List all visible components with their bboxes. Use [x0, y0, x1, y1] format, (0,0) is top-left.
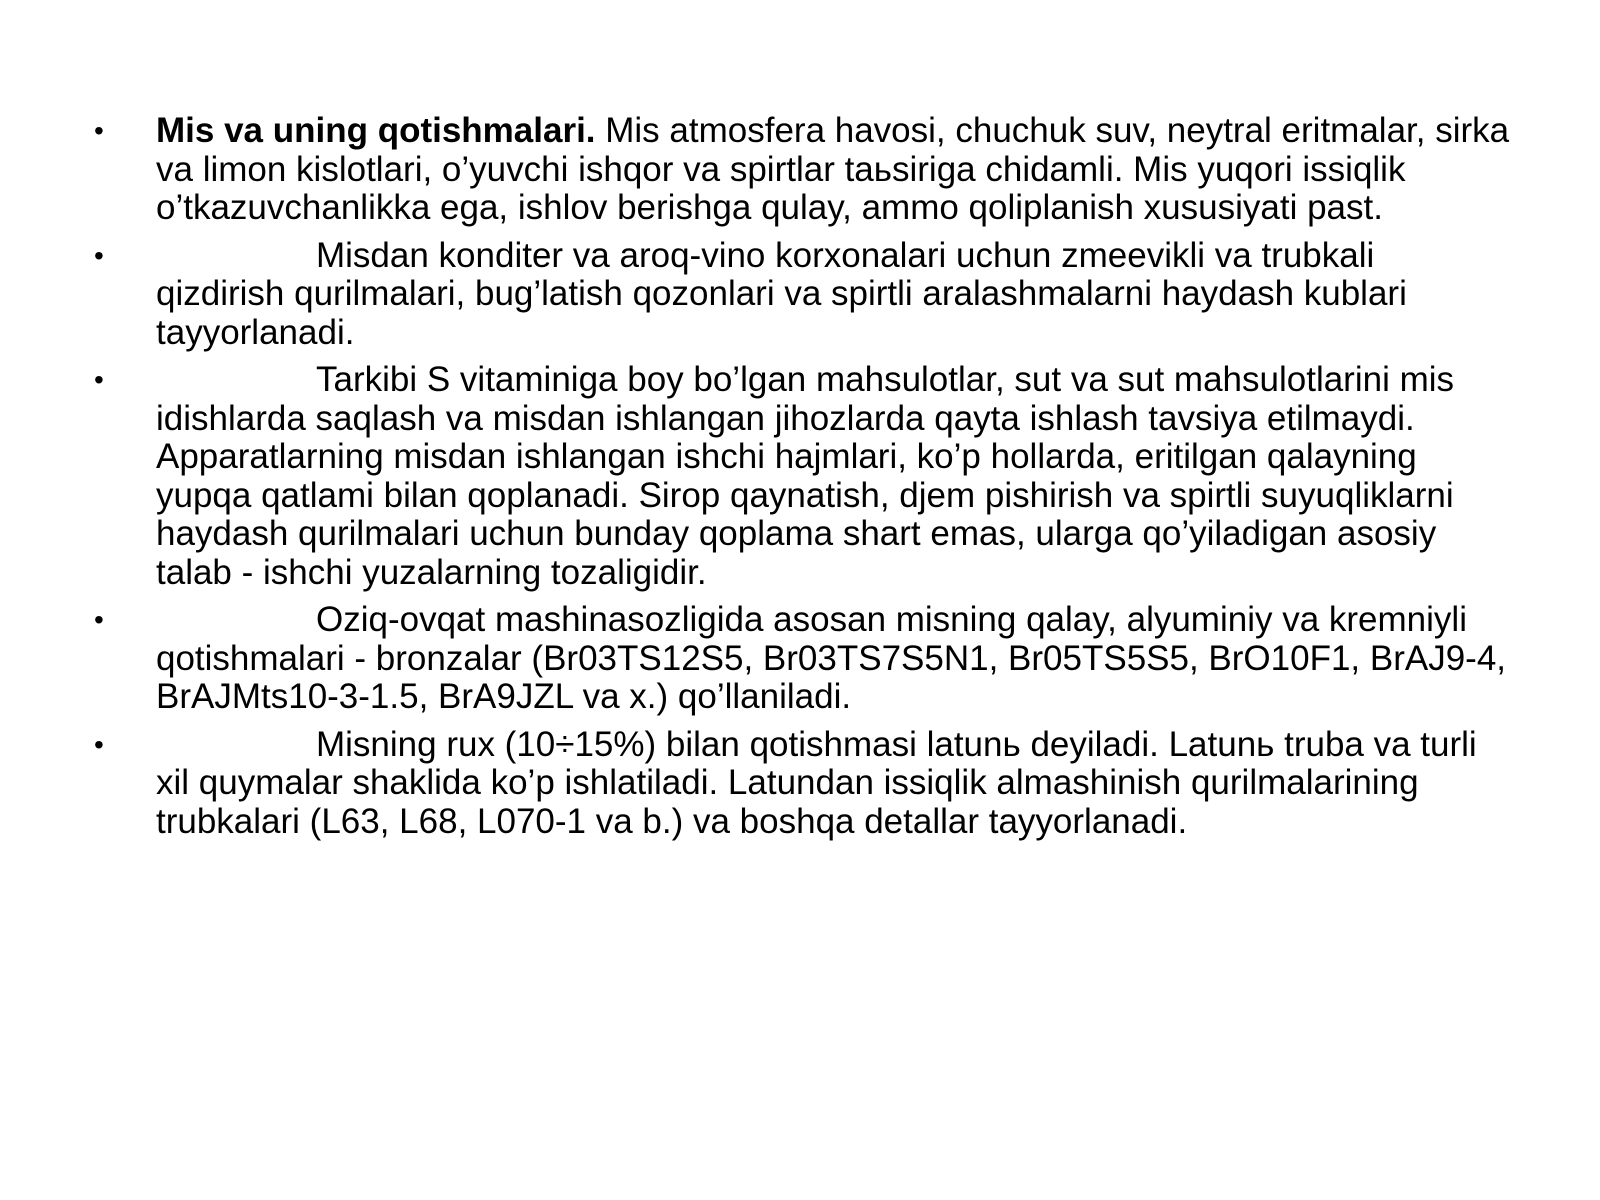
list-item [92, 601, 1512, 717]
bullet-list [92, 112, 1512, 850]
bullet-body: Mis atmosfera havosi, chuchuk suv, neytral eritmalar, sirka va limon kislotlari, o’yuvchi ishqor va spirtlar taьsiriga chidamli. Mis yuqori issiqlik o’tkazuvchanlikka ega, ishlov berishga qulay, ammo qoliplanish xususiyati past. [156, 111, 1510, 227]
bullet-lead: Mis va uning qotishmalari. [156, 111, 596, 150]
bullet-body: Misdan konditer va aroq-vino korxonalari uchun zmeevikli va trubkali qizdirish qurilmalari, bug’latish qozonlari va spirtli aralashmalarni haydash kublari tayyorlanadi. [156, 235, 1407, 352]
bullet-dot-icon: • [94, 364, 104, 395]
bullet-text [156, 112, 1512, 228]
bullet-body: Oziq-ovqat mashinasozligida asosan misning qalay, alyuminiy va kremniyli qotishmalari - bronzalar (Br03TS12S5, Br03TS7S5N1, Br05TS5S5, BrO10F1, BrAJ9-4, BrAJMts10-3-1.5, BrA9JZL va x.) qo’llaniladi. [156, 600, 1507, 716]
bullet-dot-icon: • [94, 115, 104, 146]
list-item [92, 726, 1512, 842]
list-item [92, 237, 1512, 353]
bullet-body: Tarkibi S vitaminiga boy bo’lgan mahsulotlar, sut va sut mahsulotlarini mis idishlarda saqlash va misdan ishlangan jihozlarda qayta ishlash tavsiya etilmaydi. Apparatlarning misdan ishlangan ishchi hajmlari, ko’p hollarda, eritilgan qalayning yupqa qatlami bilan qoplanadi. Sirop qaynatish, djem pishirish va spirtli suyuqliklarni haydash qurilmalari uchun bunday qoplama shart emas, ularga qo’yiladigan asosiy talab - ishchi yuzalarning tozaligidir. [156, 360, 1455, 592]
list-item [92, 112, 1512, 228]
bullet-dot-icon: • [94, 728, 104, 760]
list-item [92, 361, 1512, 592]
bullet-body: Misning rux (10÷15%) bilan qotishmasi latunь deyiladi. Latunь truba va turli xil quymalar shaklida ko’p ishlatiladi. Latundan issiqlik almashinish qurilmalarining trubkalari (L63, L68, L070-1 va b.) va boshqa detallar tayyorlanadi. [156, 724, 1477, 841]
bullet-dot-icon: • [94, 239, 104, 271]
bullet-dot-icon: • [94, 604, 104, 635]
